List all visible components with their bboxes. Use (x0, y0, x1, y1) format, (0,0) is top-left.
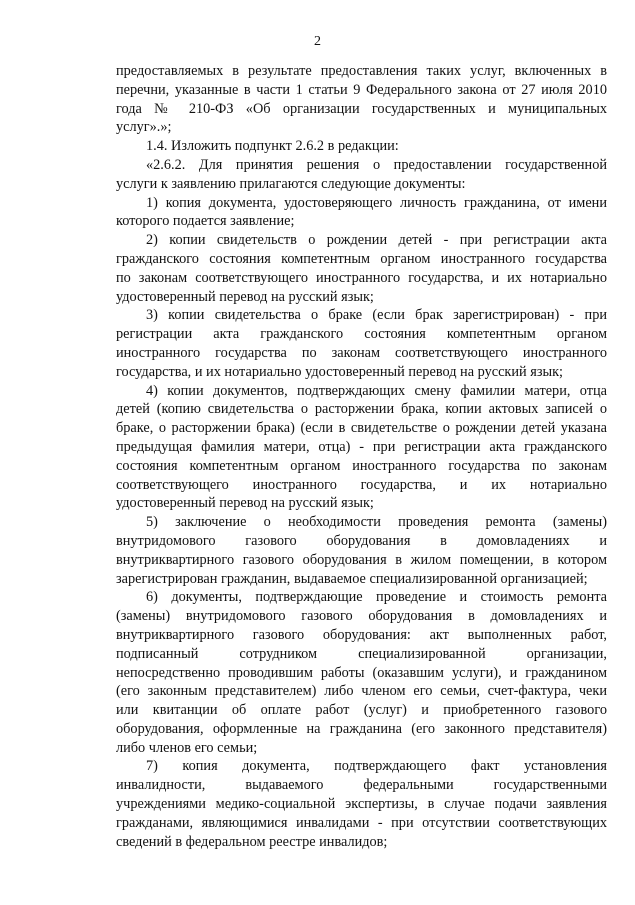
list-item-5 (116, 513, 607, 588)
text-line: (его законным представителем) либо членом его семьи, счет-фактура, чеки (116, 683, 607, 700)
text-line: 2) копии свидетельств о рождении детей - при регистрации акта (146, 232, 607, 249)
page-number: 2 (314, 34, 321, 49)
text-line: услуг».»; (116, 119, 172, 136)
text-line: «2.6.2. Для принятия решения о предоставлении государственной (146, 156, 607, 173)
text-line: либо членов его семьи; (116, 739, 258, 756)
text-line: соответствующего иностранного государства, и их нотариально (116, 476, 607, 493)
text-line: которого подается заявление; (116, 213, 295, 230)
list-item-4 (116, 382, 607, 514)
list-item-2 (116, 231, 607, 306)
text-line: инвалидности, выдаваемого федеральными государственными (116, 777, 607, 794)
text-line: государства, и их нотариально удостоверенный перевод на русский язык; (116, 363, 564, 380)
text-line: предыдущая фамилия матери, отца) - при регистрации акта гражданского (116, 438, 607, 455)
text-line: удостоверенный перевод на русский язык; (116, 288, 374, 305)
text-line: удостоверенный перевод на русский язык; (116, 495, 374, 512)
list-item-3 (116, 306, 607, 381)
text-line: зарегистрирован гражданин, выдаваемое специализированной организацией; (116, 570, 588, 587)
paragraph-2-6-2 (116, 156, 607, 194)
text-line: (замены) внутридомового газового оборудования в домовладениях и (116, 608, 607, 625)
text-line: иностранного государства по законам соответствующего иностранного (116, 344, 607, 361)
text-line: непосредственно проводившим работы (оказавшим услуги), и гражданином (116, 664, 607, 681)
text-line: предоставляемых в результате предоставления таких услуг, включенных в (116, 63, 607, 79)
list-item-1 (116, 194, 607, 232)
text-line: внутридомового газового оборудования в домовладениях и (116, 532, 607, 549)
text-line: учреждениями медико-социальной экспертизы, в случае подачи заявления (116, 796, 607, 813)
text-line: подписанный сотрудником специализированной организации, (116, 645, 607, 662)
paragraph-intro-continuation (116, 62, 607, 137)
text-line: 4) копии документов, подтверждающих смену фамилии матери, отца (146, 382, 607, 399)
text-line: гражданского состояния компетентным органом иностранного государства (116, 250, 607, 267)
text-line: услуги к заявлению прилагаются следующие документы: (116, 175, 466, 192)
text-line: по законам соответствующего иностранного государства, и их нотариально (116, 269, 607, 286)
paragraph-1-4 (116, 137, 607, 156)
list-item-6 (116, 588, 607, 757)
text-line: состояния компетентным органом иностранного государства по законам (116, 457, 607, 474)
text-line: детей (копию свидетельства о расторжении брака, копии актовых записей о (116, 401, 607, 418)
text-line: 5) заключение о необходимости проведения ремонта (замены) (146, 514, 607, 531)
text-line: 3) копии свидетельства о браке (если брак зарегистрирован) - при (146, 307, 607, 324)
text-line: браке, о расторжении брака) (если в свидетельстве о рождении детей указана (116, 420, 607, 437)
list-item-7 (116, 757, 607, 851)
text-line: гражданами, являющимися инвалидами - при отсутствии соответствующих (116, 814, 607, 831)
text-line: 7) копия документа, подтверждающего факт установления (146, 758, 607, 775)
text-line: перечни, указанные в части 1 статьи 9 Федерального закона от 27 июля 2010 (116, 81, 607, 98)
text-line: или квитанции об оплате работ (услуг) и приобретенного газового (116, 702, 607, 719)
text-line: внутриквартирного газового оборудования в жилом помещении, в котором (116, 551, 607, 568)
text-line: сведений в федеральном реестре инвалидов; (116, 833, 388, 850)
text-line: регистрации акта гражданского состояния компетентным органом (116, 326, 607, 343)
text-line: 6) документы, подтверждающие проведение и стоимость ремонта (146, 589, 607, 606)
text-line: 1.4. Изложить подпункт 2.6.2 в редакции: (146, 138, 399, 155)
text-line: оборудования, оформленные на гражданина (его законного представителя) (116, 720, 607, 737)
text-line: внутриквартирного газового оборудования: акт выполненных работ, (116, 626, 607, 643)
document-body (116, 62, 607, 851)
text-line: 1) копия документа, удостоверяющего личность гражданина, от имени (146, 194, 607, 211)
text-line: года № 210-ФЗ «Об организации государственных и муниципальных (116, 100, 607, 117)
